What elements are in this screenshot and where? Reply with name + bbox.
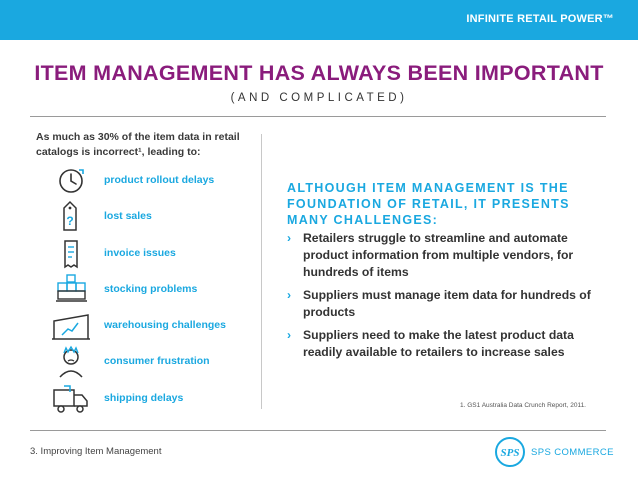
- header-bar: [0, 0, 638, 40]
- brand-tagline: INFINITE RETAIL POWER™: [466, 13, 614, 25]
- issue-label: lost sales: [104, 210, 152, 222]
- svg-text:?: ?: [66, 214, 74, 228]
- issue-label: stocking problems: [104, 283, 198, 295]
- pallet-boxes-icon: [50, 273, 92, 307]
- challenge-bullet: › Suppliers need to make the latest product data readily available to retailers to increase sales: [287, 328, 574, 359]
- chevron-right-icon: ›: [287, 231, 292, 245]
- issue-label: product rollout delays: [104, 174, 215, 186]
- issue-label: warehousing challenges: [104, 319, 226, 331]
- column-divider: [261, 134, 262, 409]
- intro-text: As much as 30% of the item data in retail catalogs is incorrect¹, leading to:: [36, 131, 240, 158]
- svg-text:SPS: SPS: [500, 447, 520, 459]
- challenges-heading: ALTHOUGH ITEM MANAGEMENT IS THE FOUNDATION OF RETAIL, IT PRESENTS MANY CHALLENGES:: [287, 181, 570, 227]
- page-title: ITEM MANAGEMENT HAS ALWAYS BEEN IMPORTANT: [34, 61, 604, 85]
- page-subtitle: (AND COMPLICATED): [230, 92, 408, 104]
- challenge-bullet: › Suppliers must manage item data for hundreds of products: [287, 288, 591, 319]
- issue-item-lost-sales: [50, 200, 260, 234]
- issue-item-shipping-delays: [50, 382, 260, 416]
- frustrated-person-icon: [50, 345, 92, 379]
- issue-label: shipping delays: [104, 392, 184, 404]
- footer-page-label: 3. Improving Item Management: [30, 446, 162, 457]
- invoice-icon: [50, 237, 92, 271]
- issue-item-invoice-issues: [50, 237, 260, 271]
- clock-icon: [50, 164, 92, 198]
- bottom-divider: [30, 430, 606, 431]
- challenge-bullet: › Retailers struggle to streamline and automate product information from multiple vendors, for hundreds of items: [287, 231, 574, 279]
- issue-label: consumer frustration: [104, 355, 210, 367]
- issue-item-warehousing-challenges: [50, 309, 260, 343]
- issue-item-rollout-delays: [50, 164, 260, 198]
- sps-logo-text: SPS COMMERCE: [531, 447, 614, 458]
- question-tag-icon: [50, 200, 92, 234]
- issue-item-stocking-problems: [50, 273, 260, 307]
- chevron-right-icon: ›: [287, 328, 292, 342]
- truck-icon: [50, 382, 92, 416]
- footnote: 1. GS1 Australia Data Crunch Report, 2011.: [460, 402, 586, 409]
- challenges-list: [287, 230, 607, 367]
- issue-label: invoice issues: [104, 247, 176, 259]
- issue-item-consumer-frustration: [50, 345, 260, 379]
- chevron-right-icon: ›: [287, 288, 292, 302]
- sps-logo-icon: [493, 436, 527, 468]
- top-divider: [30, 116, 606, 117]
- warehouse-icon: [50, 309, 92, 343]
